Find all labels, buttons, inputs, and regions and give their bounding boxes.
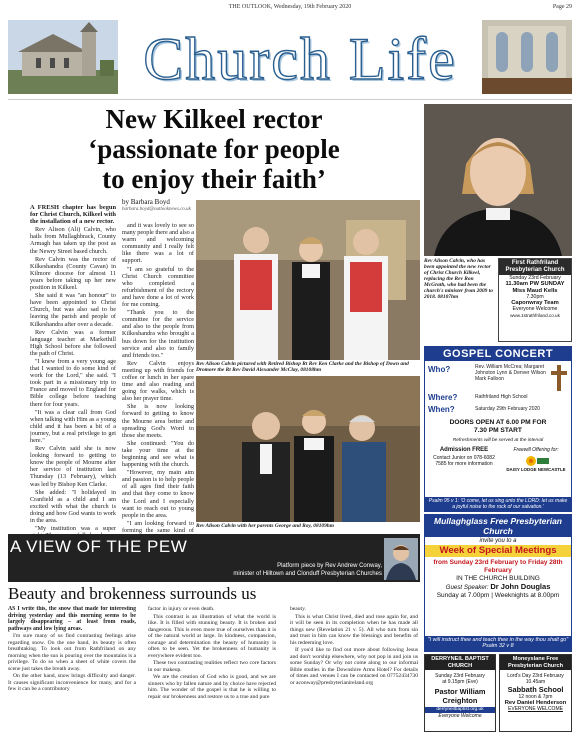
article-paragraph: "It was a clear call from God when talking with Him as a young child and it has been a bit of a journey, but a real privilege to get here." <box>30 408 116 444</box>
derryneil-advert <box>424 654 496 732</box>
article-column-1 <box>30 204 116 534</box>
byline-email[interactable]: barbara.boyd@outlooknews.co.uk <box>122 207 191 212</box>
gospel-concert-advert <box>424 346 572 512</box>
headline-line-3: to enjoy their faith’ <box>102 164 326 194</box>
derryneil-welcome: Everyone Welcome <box>438 713 482 720</box>
church-interior-photo <box>482 20 572 94</box>
mullaghglass-advert <box>424 514 572 652</box>
advert-time: 7.30pm <box>526 293 544 300</box>
institution-photo <box>196 200 420 360</box>
who-value: Rev. William McCrea; Margaret Johnston Lynn & Denver Wilson Mark Falloon <box>475 364 546 382</box>
advert-service: 11.30am PW SUNDAY <box>505 281 565 288</box>
article-paragraph: She continued: "You do take your time at the beginning and see what is happening with the church. <box>122 439 194 469</box>
pew-banner-title: A VIEW OF THE PEW <box>10 537 188 556</box>
advert-url[interactable]: www.1strathfriland.co.uk <box>510 312 560 318</box>
headline-line-2: ‘passionate for people <box>88 134 340 164</box>
article-paragraph: "I am so grateful to the Christ Church committee who completed a refurbishment of the rectory and have done a lot of work for me coming. <box>122 265 194 309</box>
article-paragraph: "Thank you to the committee for the service and also to the people from Kilkeshandra who brought a bus down for the institution service and also to family and friends too." <box>122 309 194 359</box>
pew-paragraph: On the other hand, snow brings difficulty and danger. It causes significant inconvenience for many, and for a few it can be a contributory <box>8 673 136 692</box>
byline: by Barbara Boyd <box>122 198 170 206</box>
derryneil-title: DERRYNEIL BAPTIST CHURCH <box>425 655 495 670</box>
moneyslane-speaker: Rev Daniel Henderson <box>504 700 567 707</box>
start-time: 7.30 PM START <box>474 427 522 434</box>
pew-paragraph: These two contrasting realities reflect two core factors in our makeup. <box>148 660 276 673</box>
moneyslane-date: Lord's Day 23rd February <box>507 673 564 680</box>
article-paragraph: "I am looking forward to forming the same kind of <box>122 519 194 534</box>
article-lead: A FRESH chapter has begun for Christ Church, Kilkeel with the installation of a new rector. <box>30 204 116 226</box>
moneyslane-time: 10.45am <box>525 679 546 686</box>
cross-icon <box>551 365 567 396</box>
derryneil-speaker: Pastor William Creighton <box>434 687 486 706</box>
section-title: Church Life <box>143 26 457 92</box>
article-paragraph: Rev Calvin was the rector of Kilkeshandra (County Cavan) in Kilmore diocese for almost 11 years before taking up her new position in Kilkeel. <box>30 255 116 292</box>
pew-headline: Beauty and brokenness surrounds us <box>8 584 257 603</box>
publication-line: THE OUTLOOK, Wednesday, 19th February 2020 <box>228 4 352 10</box>
article-paragraph: Rev Calvin said she is now looking forward to getting to know the people of Mourne after her service of institution last Thursday (13 February), which was led by Bishop Ken Clarke. <box>30 445 116 488</box>
pew-minister-line: minister of Hilltown and Clonduff Presbyterian Churches <box>233 570 382 577</box>
meeting-times: Sunday at 7.00pm | Weeknights at 8.00pm <box>436 592 560 599</box>
meeting-dates: from Sunday 23rd February to Friday 28th February <box>433 559 563 574</box>
freewill-title: Freewill Offering for: <box>513 447 559 453</box>
psalm-verse: Psalm 95 v 1: 'O come, let us sing unto the LORD: let us make a joyful noise to the rock of our salvation.' <box>425 497 571 511</box>
moneyslane-service-times: 12 noon & 7pm <box>518 694 553 701</box>
when-label: When? <box>428 405 455 414</box>
who-label: Who? <box>428 365 451 374</box>
pew-column-1 <box>8 606 136 732</box>
admission-text: Contact Junior on 078-6082 7585 for more information <box>433 455 495 467</box>
pew-paragraph: If you'd like to find out more about following Jesus and don't worship elsewhere, why not pop in and join us some Sunday? Or why not come along to our informal Bible studies in the Downshire Arms Hotel? For details of times and venues I can be contacted on 07752434730 or aconway@presbyterianireland.org <box>290 647 418 686</box>
refreshments-note: Refreshments will be served at the interval <box>452 438 544 443</box>
doors-open: DOORS OPEN AT 6.00 PM FOR <box>449 419 547 426</box>
moneyslane-advert <box>499 654 572 732</box>
pew-paragraph: I'm sure many of us find contrasting feelings arise regarding snow. On the one hand, its beauty is often breathtaking. To look out from Rathfriland on any morning when the sun is pouring over the mountains is a privilege. To do so when a sheet of white covers the scene just takes the breath away. <box>8 633 136 672</box>
photo-caption-2: Rev Alison Calvin with her parents George and Roy, 08109hm <box>196 523 334 529</box>
photo-caption-1: Rev Alison Calvin pictured with Retired Bishop Rt Rev Ken Clarke and the Bishop of Down and Dromore the Rt Rev David Alexander McClay, 08108hm <box>196 361 409 373</box>
admission-title: Admission FREE <box>439 447 489 453</box>
masthead <box>8 16 572 100</box>
page-header <box>8 4 572 14</box>
article-paragraph: Rev Alison (Ali) Calvin, who hails from Mullaghbrack, County Armagh has taken up the post as the Newry Street based church. <box>30 226 116 255</box>
page-number: Page 29 <box>552 4 572 10</box>
parents-photo <box>196 376 420 522</box>
mullaghglass-title: Mullaghglass Free Presbyterian Church <box>425 515 571 537</box>
pew-paragraph: beauty. <box>290 606 306 612</box>
article-paragraph: She said it was "an honour" to have been appointed to Christ Church, but was also sad to be leaving the parish and people of Kilkeshandra after over a decade. <box>30 292 116 328</box>
mullaghglass-verse: "I will instruct thee and teach thee in the way thou shalt go" Psalm 32 v 8 <box>425 636 571 651</box>
special-meetings-banner: Week of Special Meetings <box>425 545 571 557</box>
derryneil-time: at 9.15pm (Eve) <box>442 679 478 686</box>
article-paragraph: "However, my main aim and passion is to help people of all ages find their faith and that they come to know the Lord and I especially want to reach out to young people in the area. <box>122 469 194 519</box>
article-paragraph: "I knew from a very young age that I wanted to do some kind of work for the Lord," she said. "I took part in a missionary trip to France and moved to England for Bible college before teaching there for four years. <box>30 357 116 408</box>
where-label: Where? <box>428 393 458 402</box>
author-photo <box>384 538 418 580</box>
advert-date: Sunday 23rd February <box>509 275 561 281</box>
portrait-caption: Rev Alison Calvin, who has been appointed the new rector of Christ Church Kilkeel, replacing the Rev Ron McGrath, who had been the church's minister from 2009 to 2018. 08107hm <box>424 258 493 300</box>
advert-speaker: Miss Maud Kells <box>512 287 558 294</box>
moneyslane-title: Moneyslane Free Presbyterian Church <box>500 655 571 670</box>
pew-paragraph: This contrast is an illustration of what the world is like. It is filled with stunning beauty. It is broken and dangerous. This is even more true of ourselves than it is of the natural world at large. In kindness, compassion, courage and determination the beauty of humanity is often to be seen. Yet the brokenness of humanity is everywhere evident too. <box>148 613 276 659</box>
article-paragraph: Rev Calvin enjoys meeting up with friends for coffee or lunch in her spare time and also reading and going for walks, which is also her prayer time. <box>122 359 194 403</box>
rathfriland-advert <box>498 258 572 342</box>
when-value: Saturday 29th February 2020 <box>475 406 541 412</box>
pew-column-3 <box>290 606 418 732</box>
advert-welcome: Everyone Welcome <box>512 306 558 313</box>
where-value: Rathfriland High School <box>475 394 528 400</box>
article-headline <box>8 104 420 194</box>
pew-paragraph: factor in injury or even death. <box>148 606 215 612</box>
pew-column-2 <box>148 606 276 732</box>
pew-paragraph: This is what Christ lived, died and rose again for, and it will be seen in its completion when he has made all things new (Revelation 21 v. 5). All who turn from sin and trust in him can know the blessings and benefits of his redeeming love. <box>290 613 418 646</box>
article-column-2 <box>122 222 194 534</box>
moneyslane-welcome: EVERYONE WELCOME <box>508 706 563 713</box>
article-paragraph: Rev Calvin was a former language teacher at Markethill High School before she followed the path of Christ. <box>30 328 116 357</box>
headline-line-1: New Kilkeel rector <box>105 104 323 134</box>
guest-label: Guest Speaker: <box>445 584 489 591</box>
guest-name: Dr John Douglas <box>490 582 551 591</box>
pew-paragraph: We are the creation of God who is good, and we are sinners who by fallen nature and by choice have rejected him. The wonder of the gospel is that he is willing to repair our brokenness and restore us to a true and pure <box>148 674 276 700</box>
moneyslane-sabbath-school: Sabbath School <box>507 685 564 695</box>
advert-title: First Rathfriland Presbyterian Church <box>499 259 571 275</box>
pew-author-line: Platform piece by Rev Andrew Conway, <box>277 563 382 569</box>
gospel-title: GOSPEL CONCERT <box>425 347 571 361</box>
derryneil-web[interactable]: derryneilbaptist.org.uk <box>425 707 495 713</box>
mullaghglass-invite: invite you to a <box>479 538 517 544</box>
rector-portrait <box>424 104 572 256</box>
article-paragraph: "My institution was a super <box>35 525 116 533</box>
article-paragraph: She added: "I holidayed in Cranfield as a child and I am excited with what the church is doing and how God wants to work in the area. <box>30 488 116 525</box>
pew-banner-subtitle <box>112 563 382 578</box>
derryneil-date: Sunday 23rd February <box>435 673 485 680</box>
guest-speaker <box>425 583 571 592</box>
advert-team: Caponwray Team <box>511 300 559 307</box>
pew-lead: AS I write this, the snow that made for interesting driving yesterday and this morning seems to be largely disappearing – at least from roads, pathways and low lying areas. <box>8 606 136 632</box>
church-photo <box>8 20 118 94</box>
freewill-organisation: DAISY LODGE NEWCASTLE <box>506 467 566 472</box>
meeting-venue: IN THE CHURCH BUILDING <box>456 575 540 582</box>
article-paragraph: She is now looking forward to getting to know the Mourne area better and spreading God's Word to those she meets. <box>122 403 194 439</box>
article-paragraph: and it was lovely to see so many people there and also a warm and welcoming community and I really felt like there was a lot of support. <box>122 222 194 265</box>
